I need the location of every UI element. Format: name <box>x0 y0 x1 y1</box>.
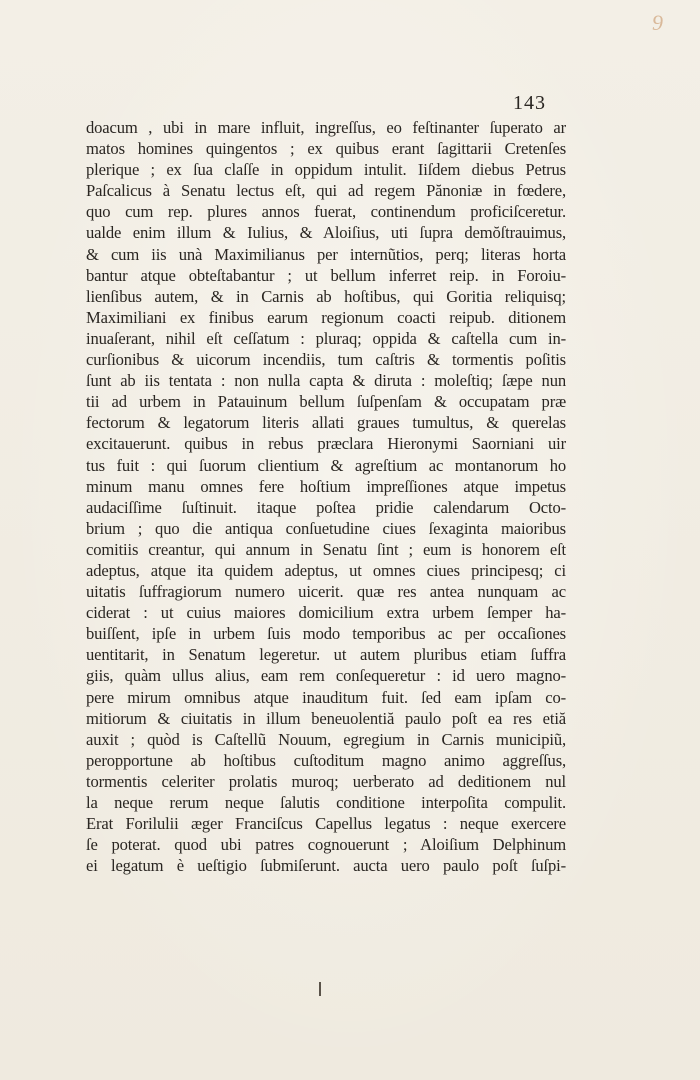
text-line: Paſcalicus à Senatu lectus eſt, qui ad regem Pănoniæ in fœdere, <box>86 181 566 201</box>
text-line: excitauerunt. quibus in rebus præclara Hieronymi Saorniani uir <box>86 434 566 454</box>
text-line: giis, quàm ullus alius, eam rem conſequeretur : id uero magno- <box>86 666 566 686</box>
text-line: uentitarit, in Senatum legeretur. ut autem pluribus etiam ſuffra <box>86 645 566 665</box>
text-line: brium ; quo die antiqua conſuetudine ciues ſexaginta maioribus <box>86 518 566 538</box>
page-number: 143 <box>513 92 546 114</box>
text-line: pere mirum omnibus atque inauditum fuit. ſed eam ipſam co- <box>86 687 566 707</box>
body-text <box>86 117 566 876</box>
text-line: ciderat : ut cuius maiores domicilium extra urbem ſemper ha- <box>86 603 566 623</box>
text-line: audaciſſime ſuſtinuit. itaque poſtea pridie calendarum Octo- <box>86 497 566 517</box>
text-line: lienſibus autem, & in Carnis ab hoſtibus, qui Goritia reliquisq; <box>86 286 566 306</box>
text-line: quo cum rep. plures annos fuerat, continendum proficiſceretur. <box>86 202 566 222</box>
text-line: matos homines quingentos ; ex quibus erant ſagittarii Cretenſes <box>86 139 566 159</box>
text-line: Erat Forilulii æger Franciſcus Capellus legatus : neque exercere <box>86 814 566 834</box>
text-line: fectorum & legatorum literis allati graues tumultus, & querelas <box>86 413 566 433</box>
text-line: buiſſent, ipſe in urbem ſuis modo temporibus ac per occaſiones <box>86 624 566 644</box>
text-line: ei legatum è ueſtigio ſubmiſerunt. aucta uero paulo poſt ſuſpi- <box>86 856 566 876</box>
text-line: auxit ; quòd is Caſtellũ Nouum, egregium in Carnis municipiũ, <box>86 729 566 749</box>
text-line: peropportune ab hoſtibus cuſtoditum magno animo aggreſſus, <box>86 750 566 770</box>
text-line: minum manu omnes fere hoſtium impreſſiones atque impetus <box>86 476 566 496</box>
corner-annotation: 9 <box>652 10 663 35</box>
text-line: mitiorum & ciuitatis in illum beneuolentiă paulo poſt ea res etiă <box>86 708 566 728</box>
text-line: tus fuit : qui ſuorum clientium & agreſtium ac montanorum ho <box>86 455 566 475</box>
text-line: adeptus, atque ita quidem adeptus, ut omnes ciues principesq; ci <box>86 560 566 580</box>
text-line: ualde enim illum & Iulius, & Aloiſius, uti ſupra demŏſtrauimus, <box>86 223 566 243</box>
text-line: curſionibus & uicorum incendiis, tum caſtris & tormentis poſitis <box>86 350 566 370</box>
text-line: bantur atque obteſtabantur ; ut bellum inferret reip. in Foroiu- <box>86 265 566 285</box>
text-line: ſunt ab iis tentata : non nulla capta & diruta : moleſtiq; ſæpe nun <box>86 371 566 391</box>
text-line: ſe poterat. quod ubi patres cognouerunt ; Aloiſium Delphinum <box>86 835 566 855</box>
text-line: doacum , ubi in mare influit, ingreſſus, eo feſtinanter ſuperato ar <box>86 118 566 137</box>
text-line: tormentis celeriter prolatis muroq; uerberato ad deditionem nul <box>86 771 566 791</box>
text-line: tii ad urbem in Patauinum bellum ſuſpenſam & occupatam præ <box>86 392 566 412</box>
text-line: comitiis creantur, qui annum in Senatu ſint ; eum is honorem eſt <box>86 539 566 559</box>
text-line: & cum iis unà Maximilianus per internũtios, perq; literas horta <box>86 244 566 264</box>
text-line: inuaſerant, nihil eſt ceſſatum : pluraq; oppida & caſtella cum in- <box>86 328 566 348</box>
text-line: plerique ; ex ſua claſſe in oppidum intulit. Iiſdem diebus Petrus <box>86 160 566 180</box>
text-line: Maximiliani ex finibus earum regionum coacti reipub. ditionem <box>86 307 566 327</box>
text-line: uitatis ſuffragiorum numero uicerit. quæ res antea nunquam ac <box>86 582 566 602</box>
footer-mark <box>319 982 321 996</box>
text-line: la neque rerum neque ſalutis conditione interpoſita compulit. <box>86 793 566 812</box>
